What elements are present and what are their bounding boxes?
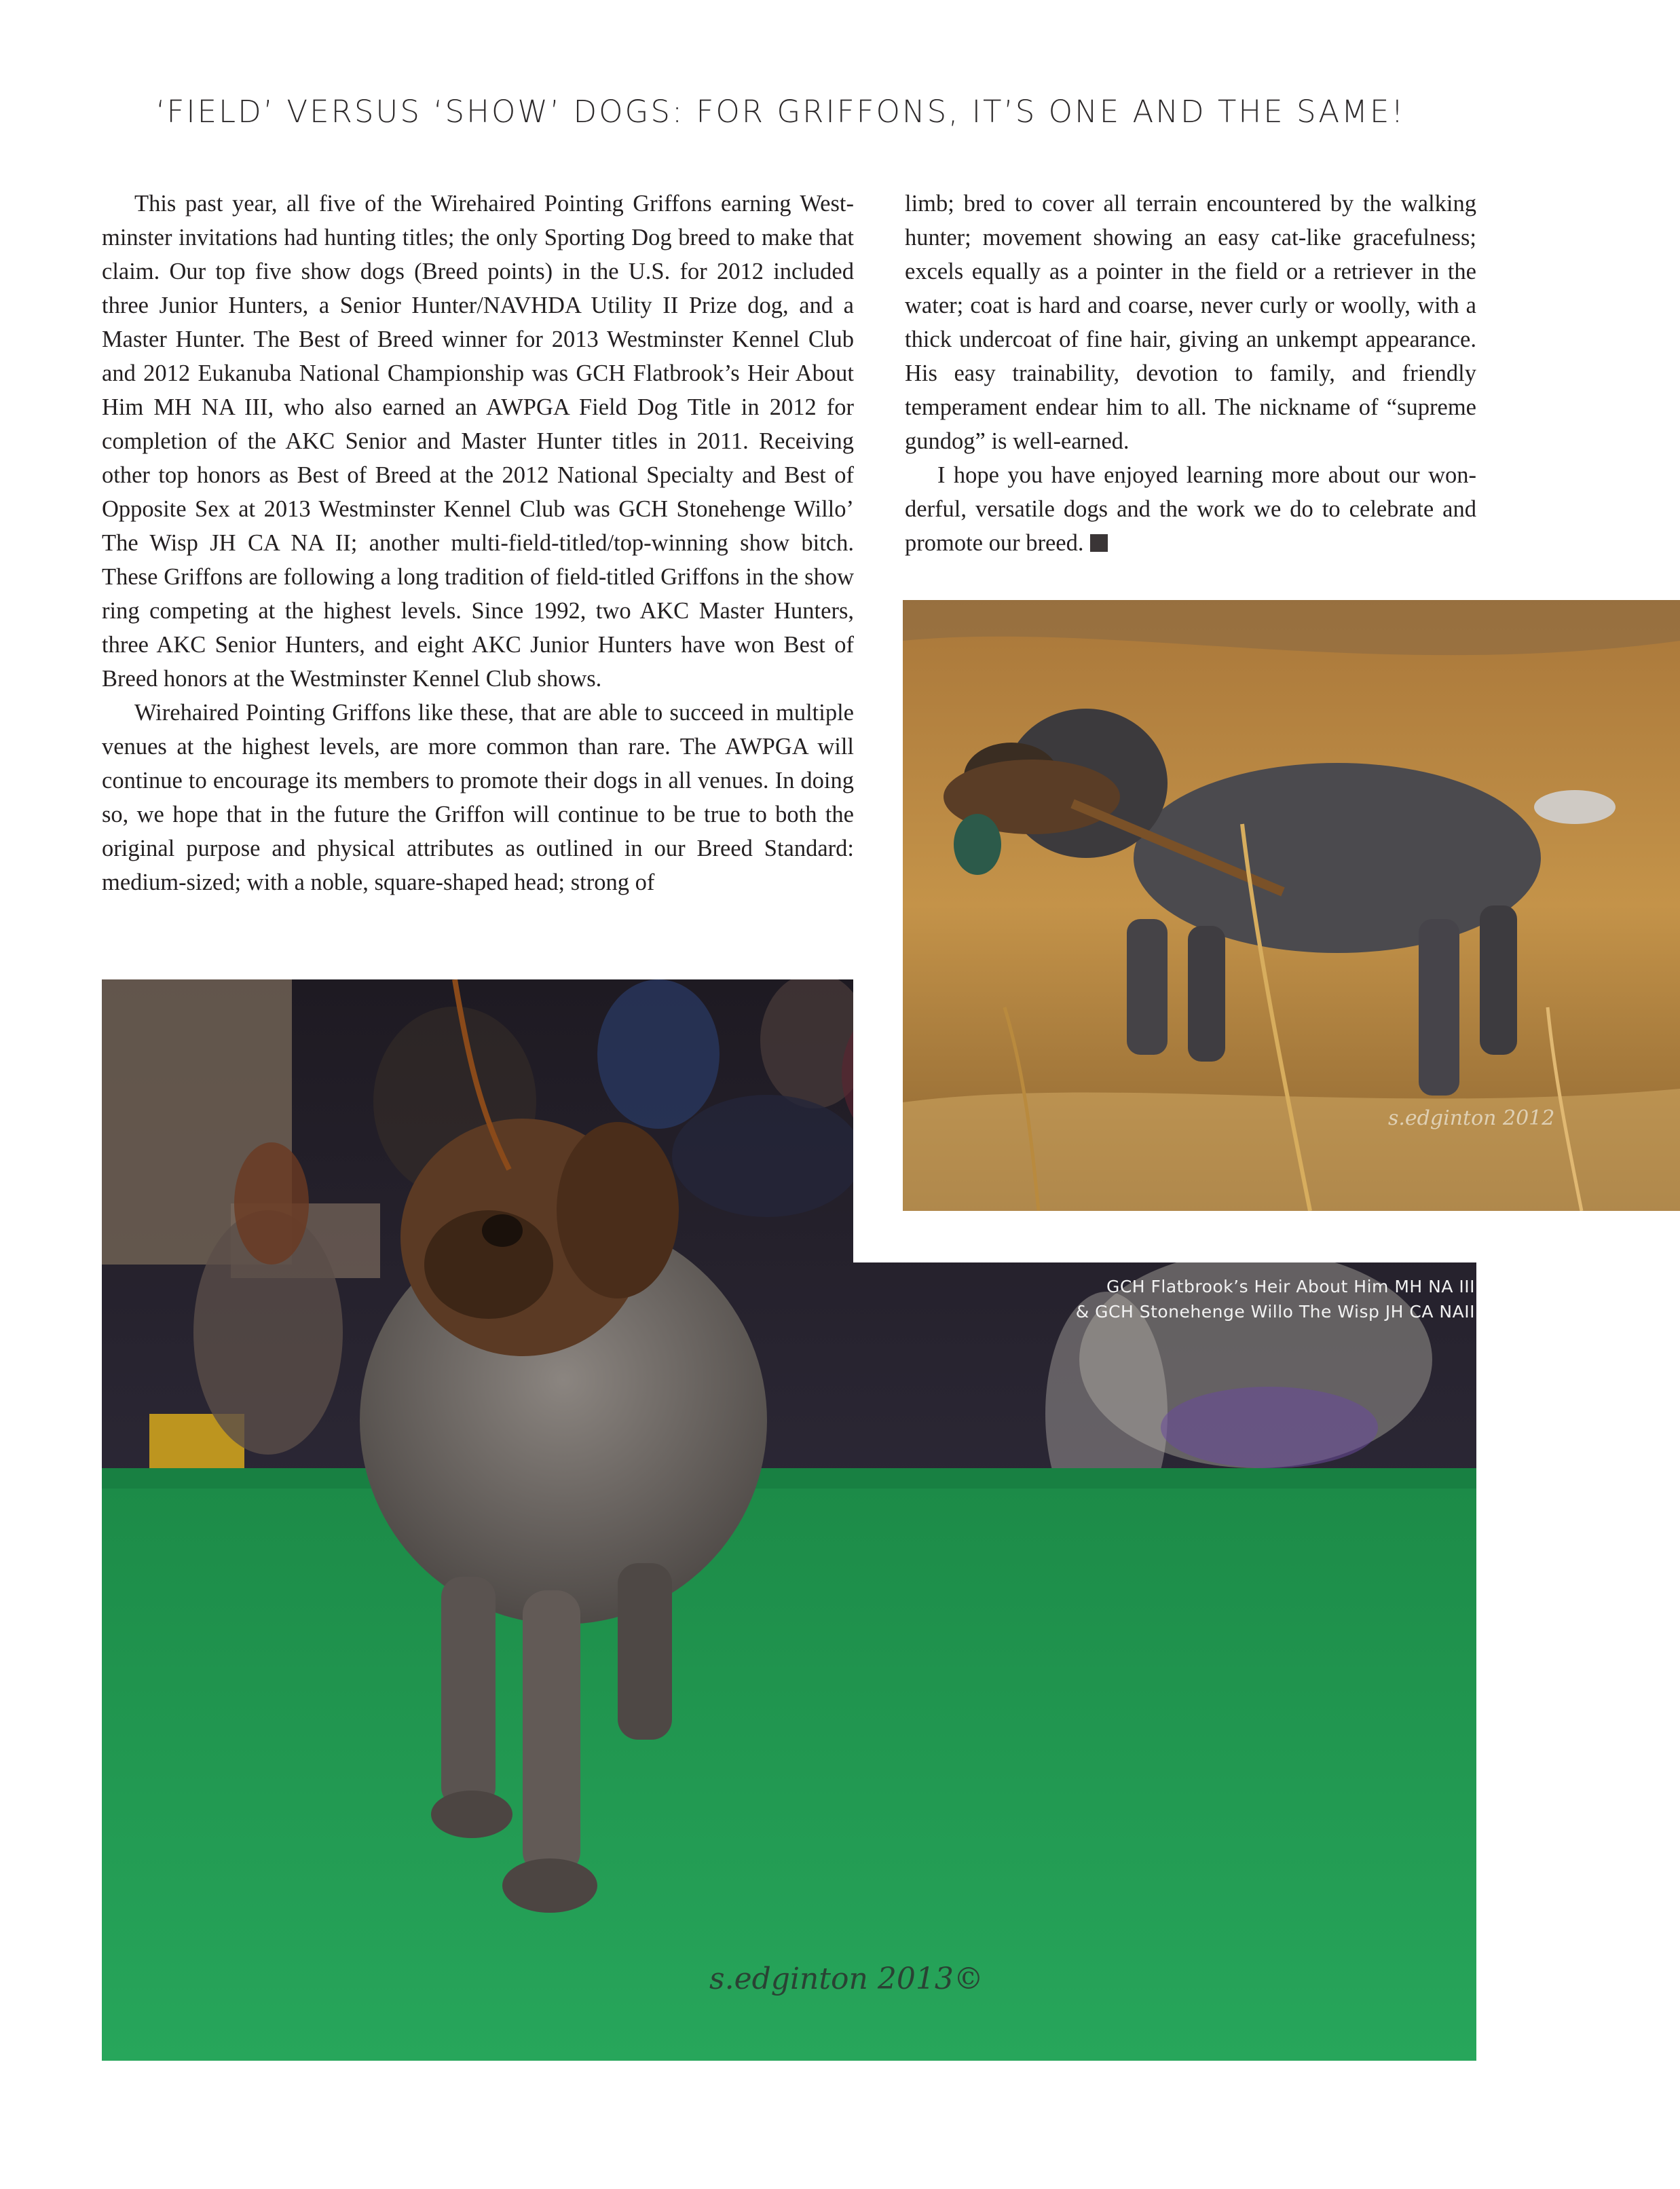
paragraph: Wirehaired Pointing Griffons like these, that are able to succeed in multiple venues at the highest levels, are more common than rare. The AWPGA will continue to encourage its members to promote their dogs in all venues. In doing so, we hope that in the future the Griffon will continue to be true to both the original purpose and physical attributes as outlined in our Breed Standard: medium-sized; with a noble, square-shaped head; strong of bbox=[102, 700, 854, 895]
paragraph: limb; bred to cover all terrain encountered by the walking hunter; movement showing an easy cat-like gracefulness; excels equally as a pointer in the field or a retriever in the water; coat is hard and coarse, never curly or woolly, with a thick undercoat of fine hair, giving an unkempt appearance. His easy trainability, devotion to family, and friendly temperament endear him to all. The nickname of “supreme gundog” is well-earned. bbox=[905, 191, 1476, 454]
caption-line: & GCH Stonehenge Willo The Wisp JH CA NAII bbox=[1075, 1302, 1475, 1322]
article-column-right bbox=[905, 187, 1476, 560]
field-photo-credit: s.edginton 2012 bbox=[1388, 1106, 1555, 1130]
field-retrieve-photo bbox=[903, 600, 1680, 1211]
paragraph-text: I hope you have enjoyed learning more about our wonderful, versatile dogs and the work we do to celebrate and promote our breed. bbox=[905, 462, 1476, 556]
paragraph bbox=[905, 458, 1476, 560]
photo-caption bbox=[864, 1274, 1475, 1324]
article-column-left bbox=[102, 187, 854, 899]
end-mark-icon bbox=[1090, 534, 1108, 552]
page-title: ‘FIELD’ VERSUS ‘SHOW’ DOGS: FOR GRIFFONS, IT’S ONE AND THE SAME! bbox=[155, 94, 1406, 130]
caption-line: GCH Flatbrook’s Heir About Him MH NA III bbox=[1106, 1277, 1475, 1296]
paragraph: This past year, all five of the Wirehaired Pointing Griffons earning Westminster invitations had hunting titles; the only Sporting Dog breed to make that claim. Our top five show dogs (Breed points) in the U.S. for 2012 included three Junior Hunters, a Senior Hunter/NAVHDA Utility II Prize dog, and a Master Hunter. The Best of Breed winner for 2013 Westminster Kennel Club and 2012 Eukanuba National Championship was GCH Flatbrook’s Heir About Him MH NA III, who also earned an AWPGA Field Dog Title in 2012 for completion of the AKC Senior and Master Hunter titles in 2011. Receiving other top honors as Best of Breed at the 2012 National Specialty and Best of Opposite Sex at 2013 Westminster Kennel Club was GCH Stonehenge Willo’ The Wisp JH CA NA II; another multi-field-titled/top-winning show bitch. These Griffons are following a long tradition of field-titled Griffons in the show ring competing at the highest levels. Since 1992, two AKC Master Hunters, three AKC Senior Hunters, and eight AKC Junior Hunters have won Best of Breed honors at the Westminster Kennel Club shows. bbox=[102, 191, 854, 692]
field-retrieve-photo-image bbox=[903, 600, 1680, 1211]
show-photo-credit: s.edginton 2013© bbox=[709, 1962, 984, 1996]
